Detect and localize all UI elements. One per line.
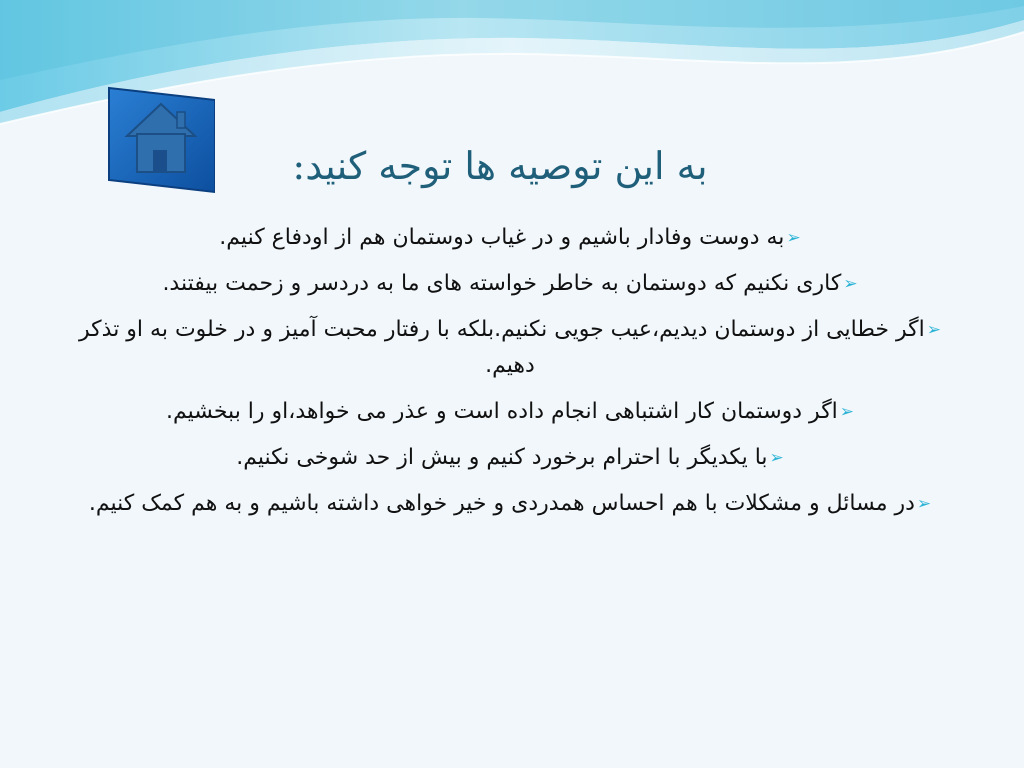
slide-title: به این توصیه ها توجه کنید: [292, 144, 708, 188]
bullet-arrow-icon: ➢ [769, 448, 784, 468]
bullet-arrow-icon: ➢ [843, 274, 858, 294]
bullet-text: به دوست وفادار باشیم و در غیاب دوستمان هم از اودفاع کنیم. [219, 225, 785, 250]
bullet-arrow-icon: ➢ [839, 402, 855, 422]
bullet-text: در مسائل و مشکلات با هم احساس همدردی و خیر خواهی داشته باشیم و به هم کمک کنیم. [88, 491, 915, 516]
bullet-text: اگر دوستمان کار اشتباهی انجام داده است و عذر می خواهد،او را ببخشیم. [165, 399, 838, 424]
home-button[interactable] [107, 86, 215, 194]
bullet-item [60, 312, 960, 384]
bullet-text: با یکدیگر با احترام برخورد کنیم و بیش از حد شوخی نکنیم. [236, 445, 768, 470]
bullet-text: کاری نکنیم که دوستمان به خاطر خواسته های ما به دردسر و زحمت بیفتند. [162, 271, 842, 296]
bullet-arrow-icon: ➢ [916, 494, 932, 514]
bullet-item [60, 266, 960, 302]
bullet-arrow-icon: ➢ [786, 228, 801, 248]
bullet-text: اگر خطایی از دوستمان دیدیم،عیب جویی نکنیم.بلکه با رفتار محبت آمیز و در خلوت به او تذکر دهیم. [79, 317, 925, 378]
home-icon [107, 86, 215, 194]
bullet-item [60, 486, 960, 522]
bullet-list [60, 220, 960, 532]
bullet-item [60, 220, 960, 256]
bullet-item [60, 394, 960, 430]
bullet-arrow-icon: ➢ [926, 320, 941, 340]
bullet-item [60, 440, 960, 476]
